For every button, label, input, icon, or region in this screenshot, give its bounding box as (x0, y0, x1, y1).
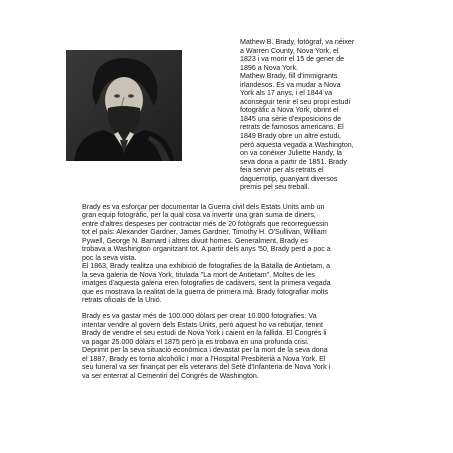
portrait-photo (66, 50, 182, 161)
biography-body (82, 203, 407, 388)
paragraph: Brady es va esforçar per documentar la Guerra civil dels Estats Units amb un gran equip fotogràfic, per la qual cosa va invertir una gran suma de diners, entre d'altres despeses per contractar més de 20 fotògrafs que recorreguessin tot el país: Alexander Gardner, James Gardner, Timothy H. O'Sullivan, William Pywell, George N. Barnard i altres divuit homes. Generalment, Brady es trobava a Washington organitzant tot. A partir dels anys '50, Brady perd a poc a poc la seva vista. El 1863, Brady realitza una exhibició de fotografies de la Batalla de Antietam, a la seva galeria de Nova York, titulada "La mort de Antietam". Moltes de les imatges d'aquesta galeria eren fotografies de cadàvers, sent la primera vegada que es mostrava la realitat de la guerra de primera mà. Brady fotografiar molts retrats oficials de la Unió. (82, 203, 331, 304)
paragraph: Brady es va gastar més de 100.000 dòlars per crear 10.000 fotografies. Va intentar vendre al govern dels Estats Units, però aquest ho va rebutjar, tenint Brady de vendre el seu estudi de Nova York i caient en la fallida. El Congrés li va pagar 25.000 dòlars el 1875 però ja es trobava en una profunda crisi. Deprimit per la seva situació econòmica i devastat per la mort de la seva dona el 1887, Brady es torna alcohòlic i mor a l'Hospital Presbiterià a Nova York. El seu funeral va ser finançat per els veterans del Setè d'Infanteria de Nova York i va ser enterrat al Cementiri del Congrés de Washington. (82, 312, 331, 380)
biography-intro: Mathew B. Brady, fotògraf, va néixer a Warren County, Nova York, el 1823 i va morir el 15 de gener de 1896 a Nova York. Mathew Brady, fill d'immigrants irlandesos. Es va mudar a Nova York als 17 anys, i el 1844 va aconseguir tenir el seu propi estudi fotogràfic a Nova York, obrint el 1845 una sèrie d'exposicions de retrats de famosos americans. El 1849 Brady obre un altre estudi, però aquesta vegada a Washington, on va conèixer Juliette Handy, la seva dona a partir de 1851. Brady feia servir per als retrats el daguerrotip, guanyant diversos premis pel seu treball. (240, 38, 355, 192)
